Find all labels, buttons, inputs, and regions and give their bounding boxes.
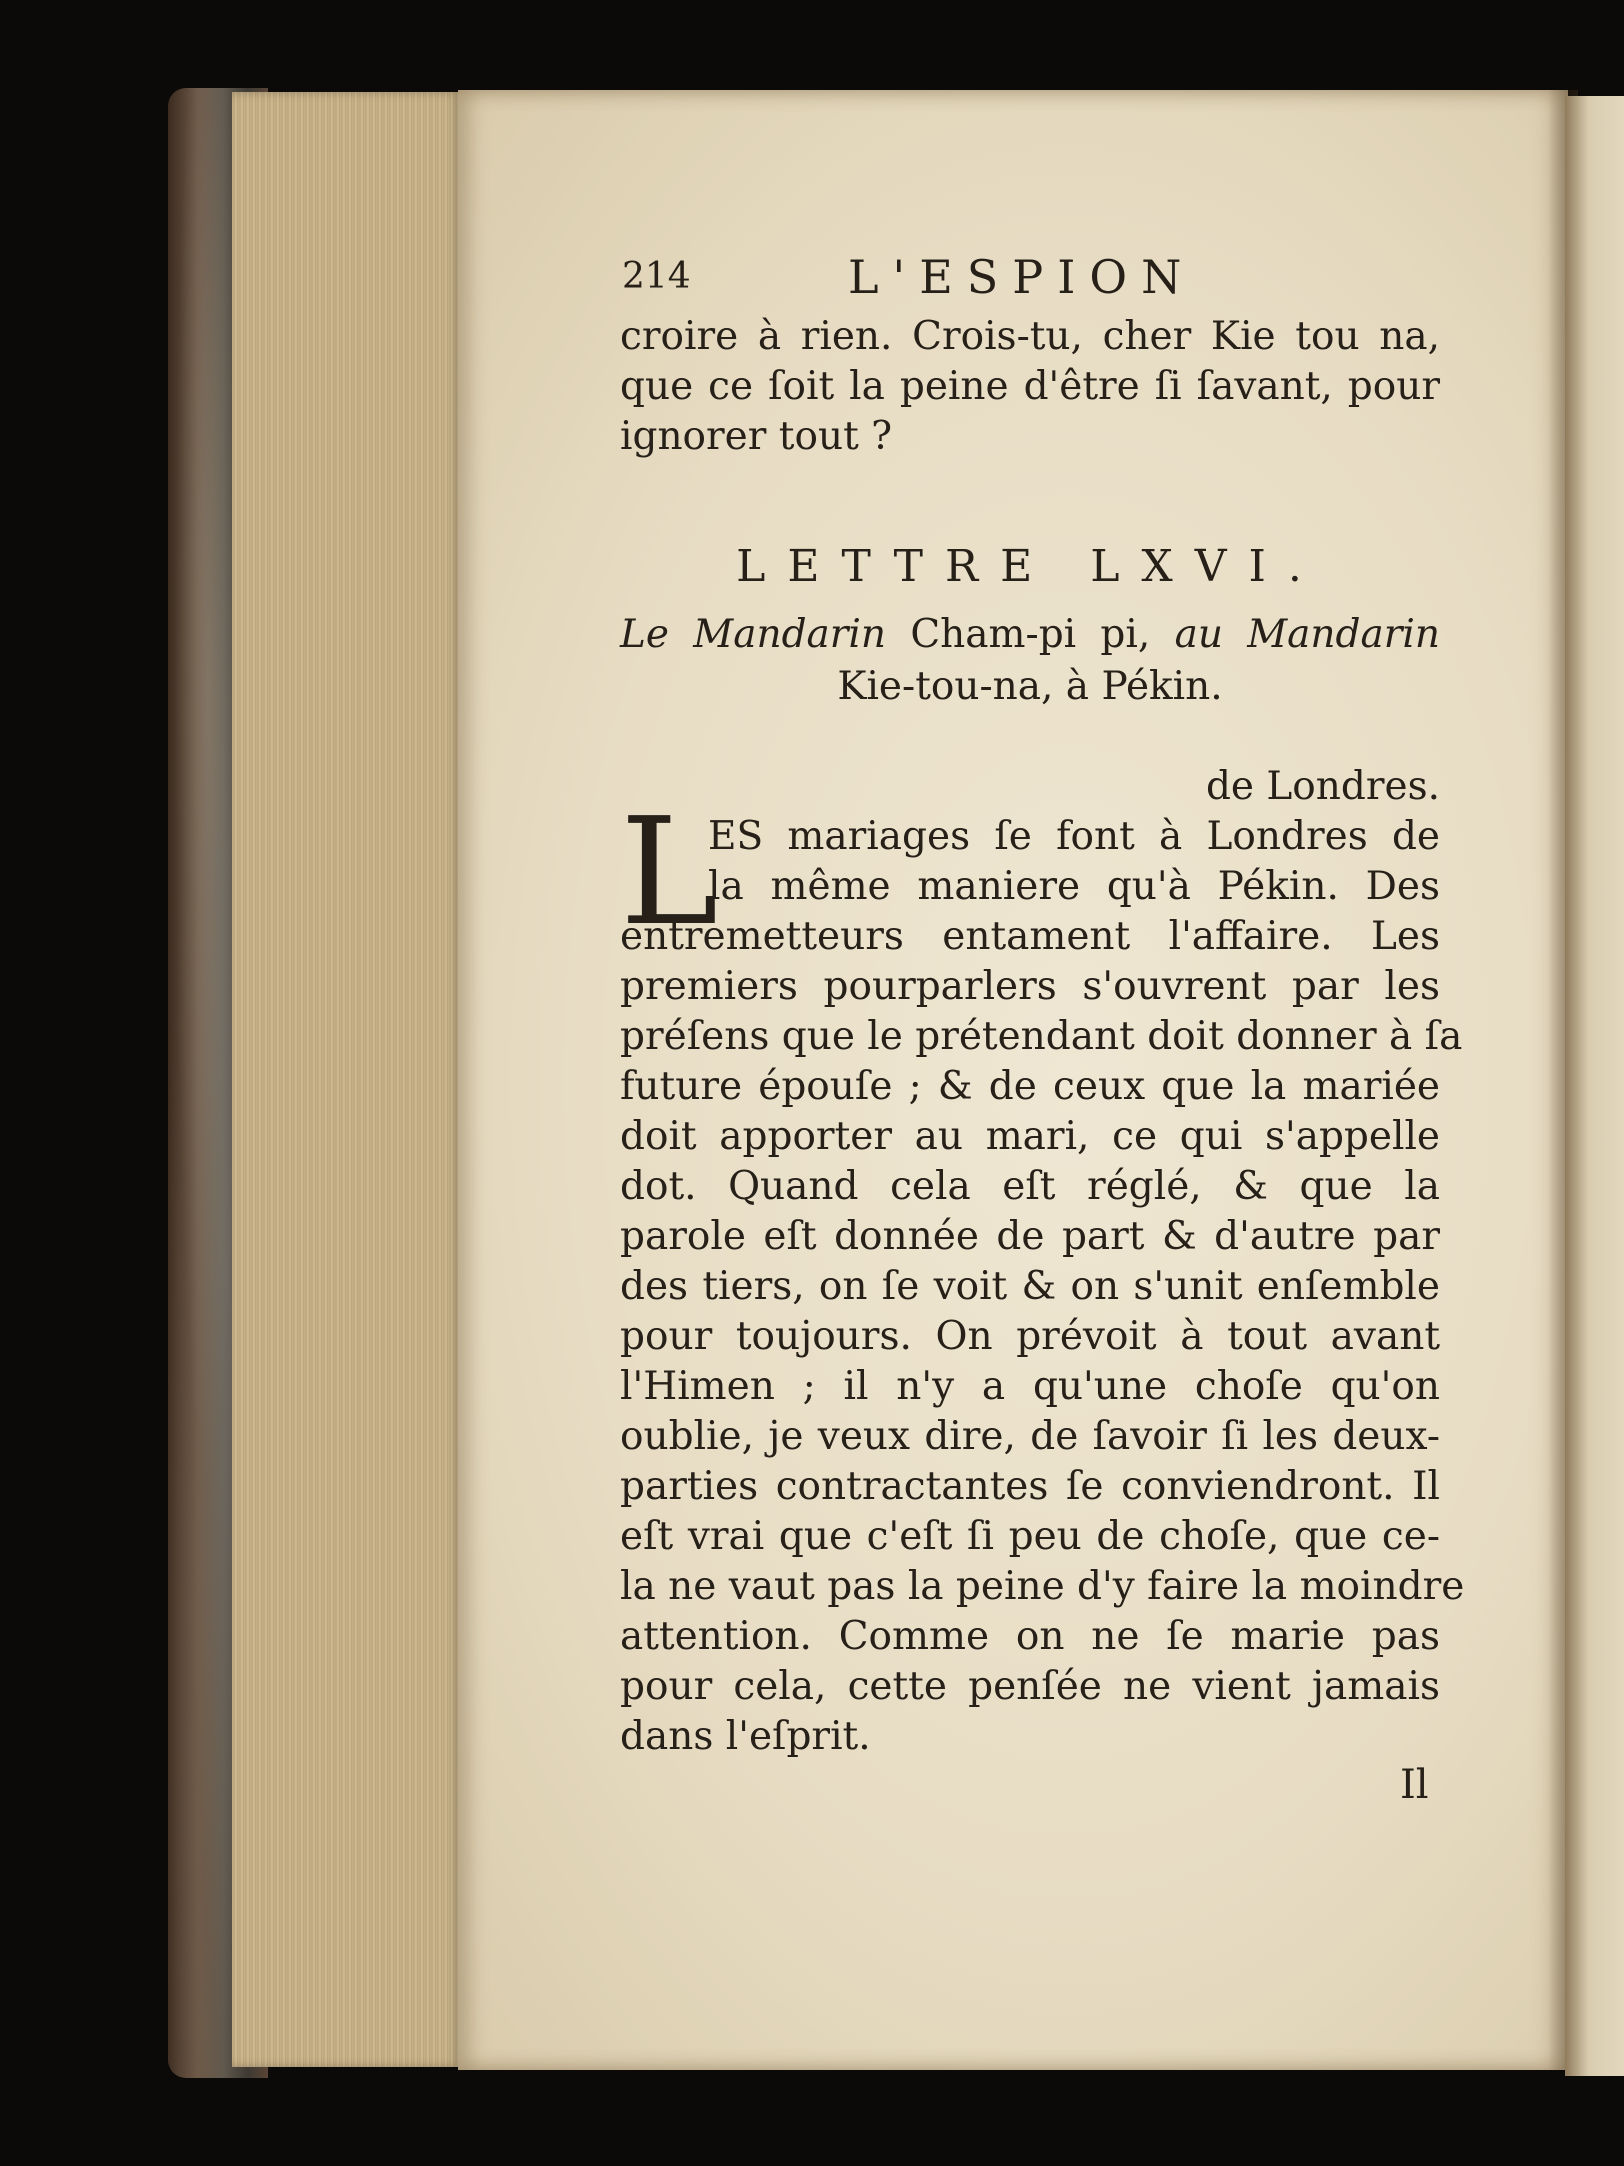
salutation-italic: Le Mandarin — [620, 612, 887, 657]
salutation-line — [620, 610, 1440, 660]
running-head: L'ESPION — [848, 250, 1196, 304]
text-line: ES mariages ſe font à Londres de — [708, 814, 1440, 859]
text-line: pour cela, cette penſée ne vient jamais — [620, 1664, 1440, 1709]
text-line: préſens que le prétendant doit donner à ſa — [620, 1014, 1463, 1059]
text-line: oublie, je veux dire, de ſavoir ſi les deux- — [620, 1414, 1440, 1459]
salutation-line: Kie-tou-na, à Pékin. — [837, 664, 1223, 709]
text-line: dans l'eſprit. — [620, 1714, 871, 1759]
text-line: eſt vrai que c'eſt ſi peu de choſe, que ce- — [620, 1514, 1440, 1559]
text-line: la ne vaut pas la peine d'y faire la moindre — [620, 1564, 1465, 1609]
text-line: la même maniere qu'à Pékin. Des — [708, 864, 1440, 909]
text-line: premiers pourparlers s'ouvrent par les — [620, 964, 1440, 1009]
page-header — [620, 250, 1440, 306]
text-line: parties contractantes ſe conviendront. Il — [620, 1464, 1440, 1509]
text-line: l'Himen ; il n'y a qu'une choſe qu'on — [620, 1364, 1440, 1409]
text-line: ignorer tout ? — [620, 414, 893, 459]
drop-capital: L — [620, 786, 719, 958]
facing-page — [1565, 96, 1624, 2076]
place-line: de Londres. — [1205, 764, 1440, 809]
text-line: entremetteurs entament l'affaire. Les — [620, 914, 1440, 959]
text-line: croire à rien. Crois-tu, cher Kie tou na, — [620, 314, 1440, 359]
text-line: pour toujours. On prévoit à tout avant — [620, 1314, 1440, 1359]
page-number: 214 — [622, 256, 691, 297]
letter-title: LETTRE LXVI. — [736, 541, 1324, 592]
text-line: parole eſt donnée de part & d'autre par — [620, 1214, 1440, 1259]
text-line: doit apporter au mari, ce qui s'appelle — [620, 1114, 1440, 1159]
text-line: future épouſe ; & de ceux que la mariée — [620, 1064, 1440, 1109]
text-line: que ce ſoit la peine d'être ſi ſavant, pour — [620, 364, 1440, 409]
text-line: attention. Comme on ne ſe marie pas — [620, 1614, 1440, 1659]
text-line: des tiers, on ſe voit & on s'unit enſemble — [620, 1264, 1440, 1309]
salutation-name: Cham-pi pi, — [910, 612, 1151, 657]
text-line: dot. Quand cela eſt réglé, & que la — [620, 1164, 1440, 1209]
catchword: Il — [1400, 1762, 1429, 1808]
salutation-italic: au Mandarin — [1174, 612, 1440, 657]
page-edges — [232, 92, 462, 2067]
